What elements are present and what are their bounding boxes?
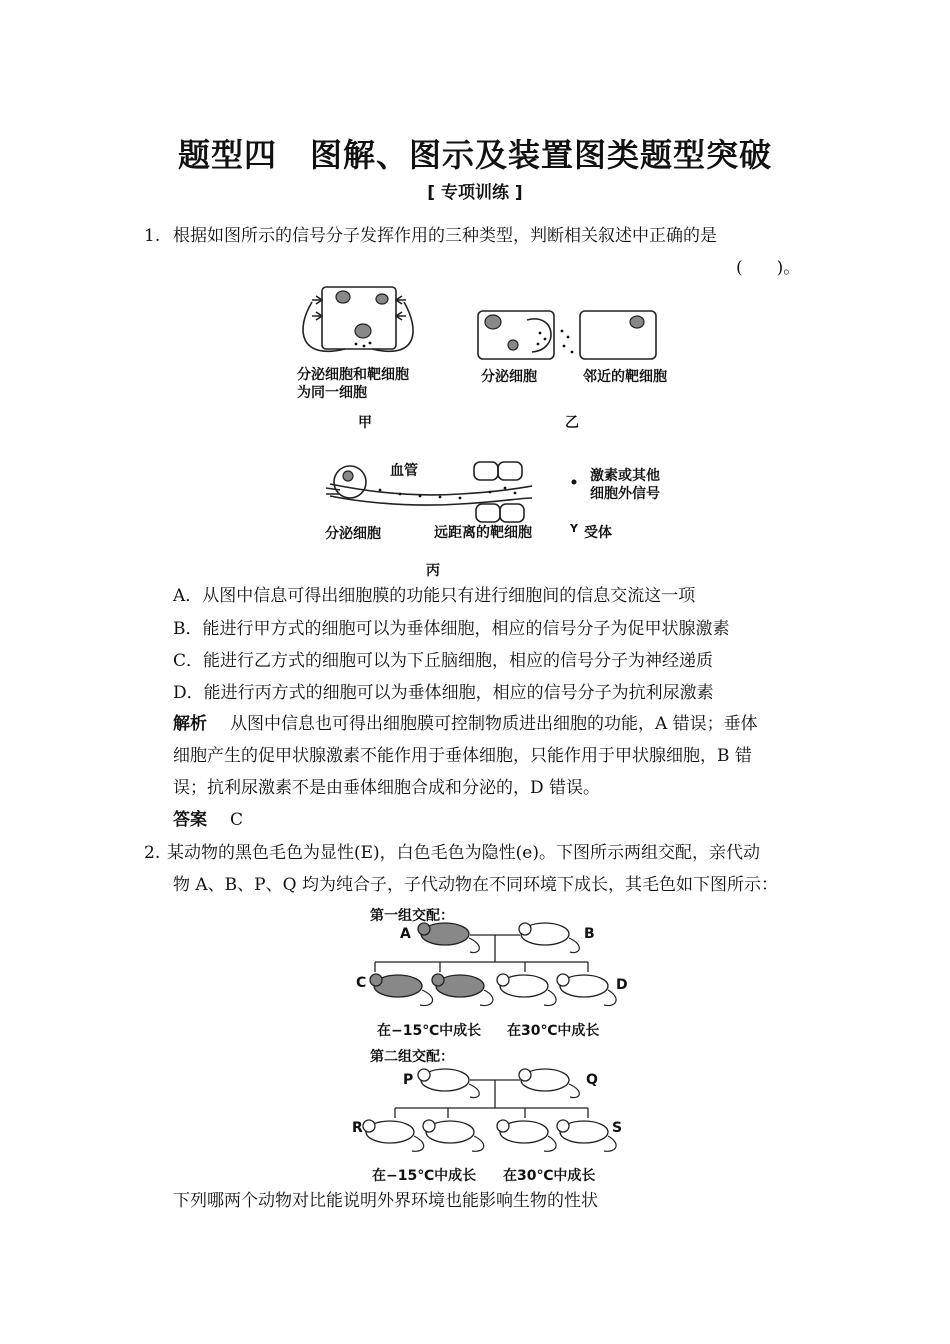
q1-option-b: B．能进行甲方式的细胞可以为垂体细胞，相应的信号分子为促甲状腺激素 xyxy=(173,619,730,639)
q2-followup: 下列哪两个动物对比能说明外界环境也能影响生物的性状 xyxy=(173,1191,598,1211)
q1-option-a: A．从图中信息可得出细胞膜的功能只有进行细胞间的信息交流这一项 xyxy=(173,586,696,606)
page-title: 题型四 图解、图示及装置图类题型突破 xyxy=(177,136,772,174)
q1-analysis-line2: 细胞产生的促甲状腺激素不能作用于垂体细胞，只能作用于甲状腺细胞，B 错 xyxy=(173,746,752,766)
fig-group2-env-cold: 在−15℃中成长 xyxy=(372,1168,477,1184)
fig-animal-d: D xyxy=(616,977,628,993)
fig-animal-r: R xyxy=(352,1120,363,1136)
fig-animal-s: S xyxy=(612,1120,623,1136)
fig-bing-name: 丙 xyxy=(426,563,440,579)
section-subtitle: [ 专项训练 ] xyxy=(427,183,523,203)
fig-jia-label-line2: 为同一细胞 xyxy=(297,385,367,401)
q2-stem-line2: 物 A、B、P、Q 均为纯合子，子代动物在不同环境下成长，其毛色如下图所示： xyxy=(173,875,778,895)
q1-analysis-label: 解析 xyxy=(173,714,207,734)
fig-animal-a: A xyxy=(400,926,411,942)
fig-legend-receptor-icon: Y xyxy=(570,522,578,535)
fig-legend-hormone-line1: 激素或其他 xyxy=(590,468,660,484)
q2-number: 2. xyxy=(144,843,161,863)
fig-bing-secretory-label: 分泌细胞 xyxy=(325,526,381,542)
fig-yi-target-label: 邻近的靶细胞 xyxy=(583,369,667,385)
q1-stem: 根据如图所示的信号分子发挥作用的三种类型，判断相关叙述中正确的是 xyxy=(173,226,717,246)
fig-animal-q: Q xyxy=(586,1072,598,1088)
q1-number: 1. xyxy=(144,226,161,246)
q1-answer-label: 答案 xyxy=(173,810,207,830)
fig-animal-p: P xyxy=(403,1072,414,1088)
q1-answer-value: C xyxy=(230,810,244,830)
fig-yi-name: 乙 xyxy=(565,415,579,431)
fig-legend-hormone-line2: 细胞外信号 xyxy=(590,486,660,502)
q2-stem-line1: 某动物的黑色毛色为显性(E)，白色毛色为隐性(e)。下图所示两组交配，亲代动 xyxy=(167,843,760,863)
fig-group1-env-warm: 在30℃中成长 xyxy=(507,1023,600,1039)
fig-jia-label-line1: 分泌细胞和靶细胞 xyxy=(297,367,409,383)
fig-yi-secretory-label: 分泌细胞 xyxy=(481,369,537,385)
fig-group2-label: 第二组交配： xyxy=(370,1049,454,1065)
fig-animal-b: B xyxy=(584,926,595,942)
fig-animal-c: C xyxy=(356,975,367,991)
q1-analysis-line3: 误；抗利尿激素不是由垂体细胞合成和分泌的，D 错误。 xyxy=(173,778,601,798)
q1-option-c: C．能进行乙方式的细胞可以为下丘脑细胞，相应的信号分子为神经递质 xyxy=(173,651,714,671)
fig-bing-vessel-label: 血管 xyxy=(390,463,418,479)
q1-option-d: D．能进行丙方式的细胞可以为垂体细胞，相应的信号分子为抗利尿激素 xyxy=(173,683,714,703)
fig-jia-name: 甲 xyxy=(358,415,372,431)
fig-bing-target-label: 远距离的靶细胞 xyxy=(434,525,532,541)
q1-answer-blank: ( )。 xyxy=(736,258,801,278)
fig-group1-label: 第一组交配： xyxy=(370,908,454,924)
fig-legend-receptor-label: 受体 xyxy=(584,525,612,541)
q1-analysis-line1: 从图中信息也可得出细胞膜可控制物质进出细胞的功能，A 错误；垂体 xyxy=(230,714,758,734)
fig-group2-env-warm: 在30℃中成长 xyxy=(503,1168,596,1184)
fig-group1-env-cold: 在−15℃中成长 xyxy=(377,1023,482,1039)
